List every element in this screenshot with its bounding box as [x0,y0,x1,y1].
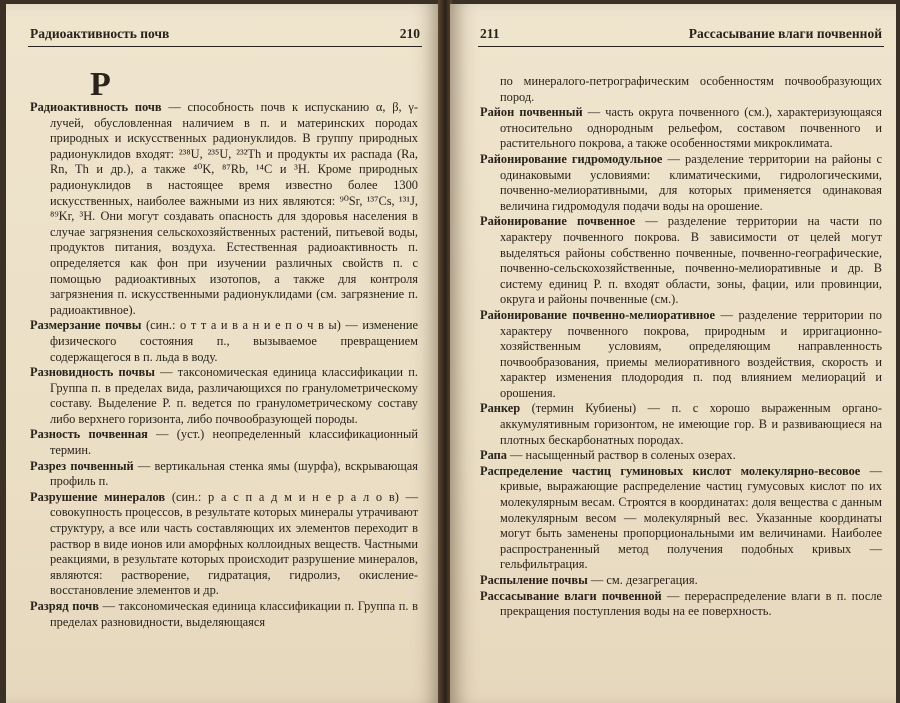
entry-term: Районирование почвенное [480,214,636,229]
entry-definition: — таксономическая единица классификации п. Группа п. в пределах вида, различающихся по гранулометрическому составу. Выделение Р. п. ведется по гранулометрическому составу либо верхнего горизонта, либо почвообразующей породы. [50,365,418,426]
dictionary-entry [480,464,882,573]
entry-definition: (термин Кубиены) — п. с хорошо выраженным органо-аккумулятивным горизонтом, не имеющие гор. В и развивающиеся на плотных бескарбонатных породах. [500,401,882,447]
entry-definition: — вертикальная стенка ямы (шурфа), вскрывающая профиль п. [50,458,418,489]
dictionary-entry [30,318,418,365]
entry-term: Ранкер [480,401,521,416]
entry-definition: — кривые, выражающие распределение частиц гумусовых кислот по их молекулярным весам. Строятся в координатах: доля вещества с данным молекулярным весом — молекулярный вес. Указанные координаты могут быть заменены пропорциональными им величинами. Наиболее распространенный метод получения подобных кривых — гельфильтрация. [500,463,882,572]
dictionary-entry [30,365,418,427]
entry-term: Разряд почв [30,599,99,613]
dictionary-entry [480,105,882,152]
right-page-number: 211 [480,26,500,41]
continuation-text: по минералого-петрографическим особенностям почвообразующих пород. [500,74,882,104]
entry-term: Районирование гидромодульное [480,151,663,166]
entry-term: Разрез почвенный [30,458,134,473]
right-running-head-title: Рассасывание влаги почвенной [688,26,882,41]
left-body-text [30,100,418,630]
entry-definition: — насыщенный раствор в соленых озерах. [506,448,736,463]
dictionary-entry [30,490,418,599]
entry-term: Размерзание почвы [30,318,142,333]
dictionary-entry [480,448,882,464]
dictionary-entry [480,214,882,308]
entry-definition: — разделение территории на части по характеру почвенного покрова. В зависимости от целей могут выделяться районы собственно почвенные, почвенно-географические, почвенно-сельскохозяйственные, почвенно-мелиоративные и др. В систему единиц Р. п. входят области, зоны, фации, или провинции, округа и районы почвенные (см.). [500,214,882,307]
dictionary-entry [480,152,882,214]
entry-definition: — часть округа почвенного (см.), характеризующаяся относительно однородным рельефом, составом почвенного и растительного покрова, а также особенностями микроклимата. [500,105,882,151]
entry-definition: (син.: о т т а и в а н и е п о ч в ы) — изменение физического состояния п., вызываемое превращением содержащегося в п. льда в воду. [50,318,418,364]
entry-definition: (син.: р а с п а д м и н е р а л о в) — совокупность процессов, в результате которых минералы утрачивают структуру, а все или часть составляющих их элементов переходит в раствор в виде ионов или аморфных коллоидных веществ. Частными реакциями, в результате которых происходит разрушение минералов, являются: растворение, гидратация, гидролиз, окисление-восстановление элементов и др. [50,489,418,598]
entry-term: Разность почвенная [30,427,148,442]
dictionary-entry [30,100,418,318]
dictionary-entry [480,308,882,402]
section-letter: Р [90,66,111,103]
entry-term: Районирование почвенно-мелиоративное [480,307,715,322]
right-running-head [480,26,882,42]
dictionary-entry [30,459,418,490]
dictionary-entry [30,599,418,630]
right-body-text [480,74,882,620]
dictionary-entry [480,573,882,589]
right-header-rule [478,46,884,47]
entry-definition: — таксономическая единица классификации п. Группа п. в пределах разновидности, выделяющаяся [50,599,418,629]
right-page [450,4,896,703]
dictionary-entry [480,401,882,448]
left-page [6,4,440,703]
entry-definition: — разделение территории по характеру почвенного покрова, природным и ирригационно-хозяйственным условиям, определяющим направленность почвообразования, приемы мелиоративного воздействия, скорость и характер изменения плодородия п. под влиянием мелиораций и орошения. [500,307,883,400]
entry-term: Распыление почвы [480,573,588,587]
entry-term: Радиоактивность почв [30,100,162,114]
entry-definition: — перераспределение влаги в п. после прекращения поступления воды на ее поверхность. [500,588,883,619]
left-running-head [30,26,420,42]
entry-term: Распределение частиц гуминовых кислот молекулярно-весовое [480,463,861,478]
left-page-number: 210 [399,26,420,41]
dictionary-entry [480,589,882,620]
entry-term: Разновидность почвы [30,365,155,380]
entry-definition: — (уст.) неопределенный классификационный термин. [50,427,419,458]
left-running-head-title: Радиоактивность почв [30,26,170,41]
entry-definition: — разделение территории на районы с одинаковыми условиями: климатическими, гидрологическими, почвенно-мелиоративными, для которых применяется одинаковая величина гидромодуля подачи воды на орошение. [500,151,882,213]
entry-definition: — см. дезагрегация. [587,573,698,587]
entry-term: Рассасывание влаги почвенной [480,588,662,603]
entry-definition: — способность почв к испусканию α, β, γ-лучей, обусловленная наличием в п. и материнских породах природных и искусственных радионуклидов. В группу природных радионуклидов входят: ²³⁸U, ²³⁵U, ²³²Th и продукты их распада (Ra, Rn, Th и др.), а также ⁴⁰K, ⁸⁷Rb, ¹⁴C и ³H. Кроме природных радионуклидов в настоящее время известно более 1300 искусственных, наиболее важными из них являются: ⁹⁰Sr, ¹³⁷Cs, ¹³¹J, ⁸⁹Kr, ³H. Они могут создавать опасность для здоровья населения в случае загрязнения сельскохозяйственных растений, питьевой воды, продуктов питания, воздуха. Естественная радиоактивность п. определяется как фон при изучении различных свойств п. с помощью радиоактивных изотопов, а также для контроля загрязнения п. искусственными радионуклидами (см. загрязнение п. радиоактивное). [50,100,418,317]
entry-term: Разрушение минералов [30,489,166,504]
dictionary-entry [30,427,418,458]
entry-term: Район почвенный [480,105,583,120]
left-header-rule [28,46,422,47]
entry-term: Рапа [480,448,507,463]
